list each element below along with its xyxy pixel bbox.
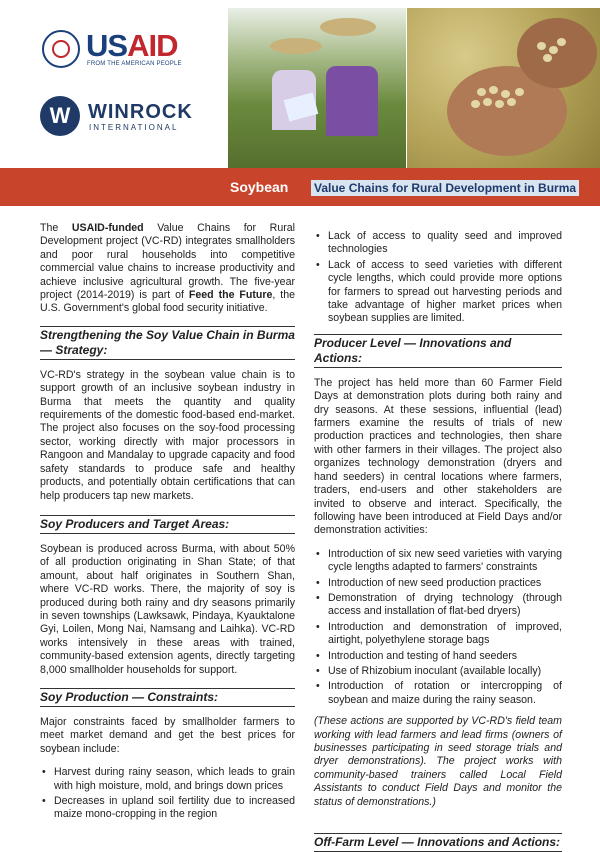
constraints-heading: Soy Production — Constraints:	[40, 688, 295, 707]
list-item: • Use of Rhizobium inoculant (available locally)	[328, 665, 562, 678]
left-column	[40, 222, 295, 824]
constraints-list	[40, 766, 295, 822]
list-item: • Introduction of six new seed varieties with varying cycle lengths adapted to farmers' constraints	[328, 548, 562, 575]
usaid-aid: AID	[127, 28, 178, 63]
list-item: • Harvest during rainy season, which leads to grain with high moisture, mold, and brings down prices	[54, 766, 295, 793]
list-item: • Introduction and demonstration of improved, airtight, polyethylene storage bags	[328, 621, 562, 648]
intro-post: , the U.S. Government's global food security initiative.	[40, 289, 295, 315]
banner-subtitle: Value Chains for Rural Development in Burma	[311, 180, 579, 196]
winrock-mark-icon: W	[40, 96, 80, 136]
producer-level-note: (These actions are supported by VC-RD's field team working with lead farmers and lead firms (owners of businesses participating in seed storage trials and dryer demonstrations). The project works with community-based trainers called Local Field Assistants to conduct Field Days and monitor the status of demonstrations.)	[314, 715, 562, 808]
title-banner	[0, 168, 600, 206]
list-item: • Introduction and testing of hand seeders	[328, 650, 562, 663]
producers-body: Soybean is produced across Burma, with about 50% of all production originating in Shan State; of that amount, about half originates in Southern Shan, where VC-RD works. There, the majority of soy is produced during both rainy and dry seasons primarily in seven townships (Lawksawk, Pindaya, Kyauktalone Gyi, Loilen, Mong Nai, Namsang and Laihka). VC-RD works intensively in these areas with trained, community-based extension agents, directly targeting 8,000 smallholder households for support.	[40, 542, 295, 676]
producer-level-heading: Producer Level — Innovations and Actions:	[314, 334, 562, 368]
intro-bold-ftf: Feed the Future	[188, 289, 273, 302]
off-farm-heading: Off-Farm Level — Innovations and Actions:	[314, 833, 562, 852]
list-item: • Lack of access to seed varieties with different cycle lengths, which could provide more options for farmers to spread out harvesting periods and take advantage of higher market prices when soybean supplies are limited.	[328, 259, 562, 326]
list-item: • Introduction of rotation or intercropping of soybean and maize during the rainy season.	[328, 680, 562, 707]
right-column	[314, 230, 562, 852]
usaid-tagline: FROM THE AMERICAN PEOPLE	[87, 61, 182, 67]
producer-level-body: The project has held more than 60 Farmer Field Days at demonstration plots during both rainy and dry seasons. At these sessions, influential (lead) farmers examine the results of trials of new production practices and technologies, then share with other farmers in their villages. The project also organizes technology demonstration (dryers and hand seeders) in central locations where farmers, traders, end-users and other stakeholders are invited to observe and interact. Specifically, the following have been introduced at Field Days and/or demonstration activities:	[314, 376, 562, 537]
winrock-subtitle: INTERNATIONAL	[89, 123, 179, 132]
page-header	[0, 0, 600, 170]
farmers-photo	[228, 8, 406, 168]
usaid-seal-icon	[42, 30, 80, 68]
intro-bold-usaid: USAID-funded	[71, 222, 144, 234]
banner-title: Soybean	[230, 179, 289, 195]
list-item: • Introduction of new seed production practices	[328, 577, 562, 590]
constraints-list-continued	[314, 230, 562, 326]
producer-level-list	[314, 548, 562, 707]
usaid-us: US	[86, 28, 128, 63]
usaid-wordmark	[86, 28, 177, 64]
winrock-logo	[40, 96, 210, 140]
list-item: • Decreases in upland soil fertility due to increased maize mono-cropping in the region	[54, 795, 295, 822]
winrock-name: WINROCK	[88, 101, 193, 123]
producers-heading: Soy Producers and Target Areas:	[40, 515, 295, 534]
intro-paragraph	[40, 222, 295, 316]
strategy-body: VC-RD's strategy in the soybean value chain is to support growth of an inclusive soybean industry in Burma that meets the quantity and quality requirements of the domestic food-based end-market. The project also focuses on the soy-food processing sector, working directly with major processors in Rangoon and Mandalay to upgrade capacity and food safety standards to produce safe and healthy products, and potentially obtain certifications that can help producers tap new markets.	[40, 368, 295, 502]
strategy-heading: Strengthening the Soy Value Chain in Burma — Strategy:	[40, 326, 295, 360]
intro-mid: Value Chains for Rural Development project (VC-RD) integrates smallholders and poor rural households into competitive commercial value chains to increase productivity and achieve inclusive agricultural growth. The five-year project (2014-2019) is part of	[40, 222, 295, 302]
list-item: • Demonstration of drying technology (through access and installation of flat-bed dryers)	[328, 592, 562, 619]
list-item: • Lack of access to quality seed and improved technologies	[328, 230, 562, 257]
constraints-body: Major constraints faced by smallholder farmers to meet market demand and get the best prices for soybean include:	[40, 715, 295, 755]
usaid-logo	[42, 28, 182, 72]
soybeans-in-hands-photo	[407, 8, 600, 168]
intro-pre: The	[40, 222, 72, 234]
